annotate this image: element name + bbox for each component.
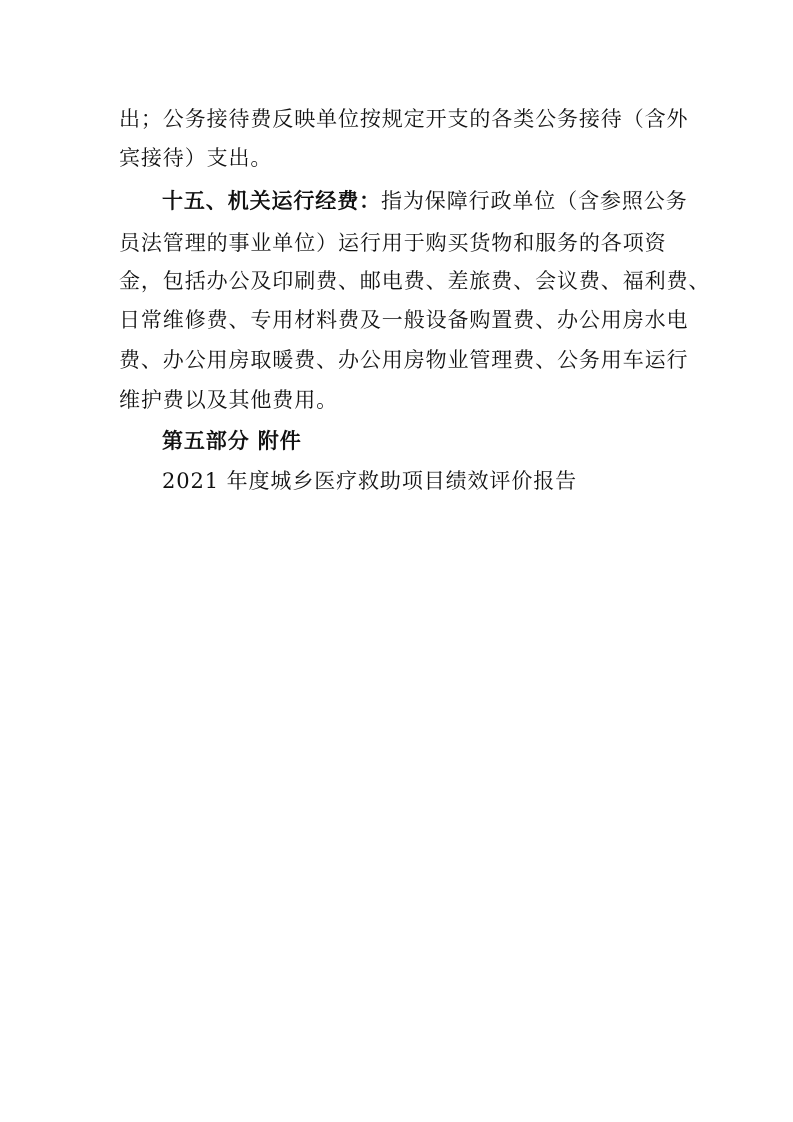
paragraph-2-line-2: 员法管理的事业单位）运行用于购买货物和服务的各项资	[119, 231, 667, 255]
paragraph-2-line-5: 费、办公用房取暖费、办公用房物业管理费、公务用车运行	[119, 348, 689, 372]
paragraph-1-line-1: 出；公务接待费反映单位按规定开支的各类公务接待（含外	[119, 107, 689, 131]
paragraph-2-line-6: 维护费以及其他费用。	[119, 388, 338, 412]
paragraph-2-line-4: 日常维修费、专用材料费及一般设备购置费、办公用房水电	[119, 308, 689, 332]
paragraph-2-line-1-text: 指为保障行政单位（含参照公务	[381, 189, 688, 213]
section-heading-15: 十五、机关运行经费：	[162, 189, 381, 213]
paragraph-1-line-2: 宾接待）支出。	[119, 146, 273, 170]
paragraph-2-line-3: 金，包括办公及印刷费、邮电费、差旅费、会议费、福利费、	[119, 269, 711, 293]
attachment-title: 2021 年度城乡医疗救助项目绩效评价报告	[162, 469, 578, 493]
part-five-heading: 第五部分 附件	[162, 429, 302, 453]
paragraph-2-line-1	[162, 186, 688, 216]
